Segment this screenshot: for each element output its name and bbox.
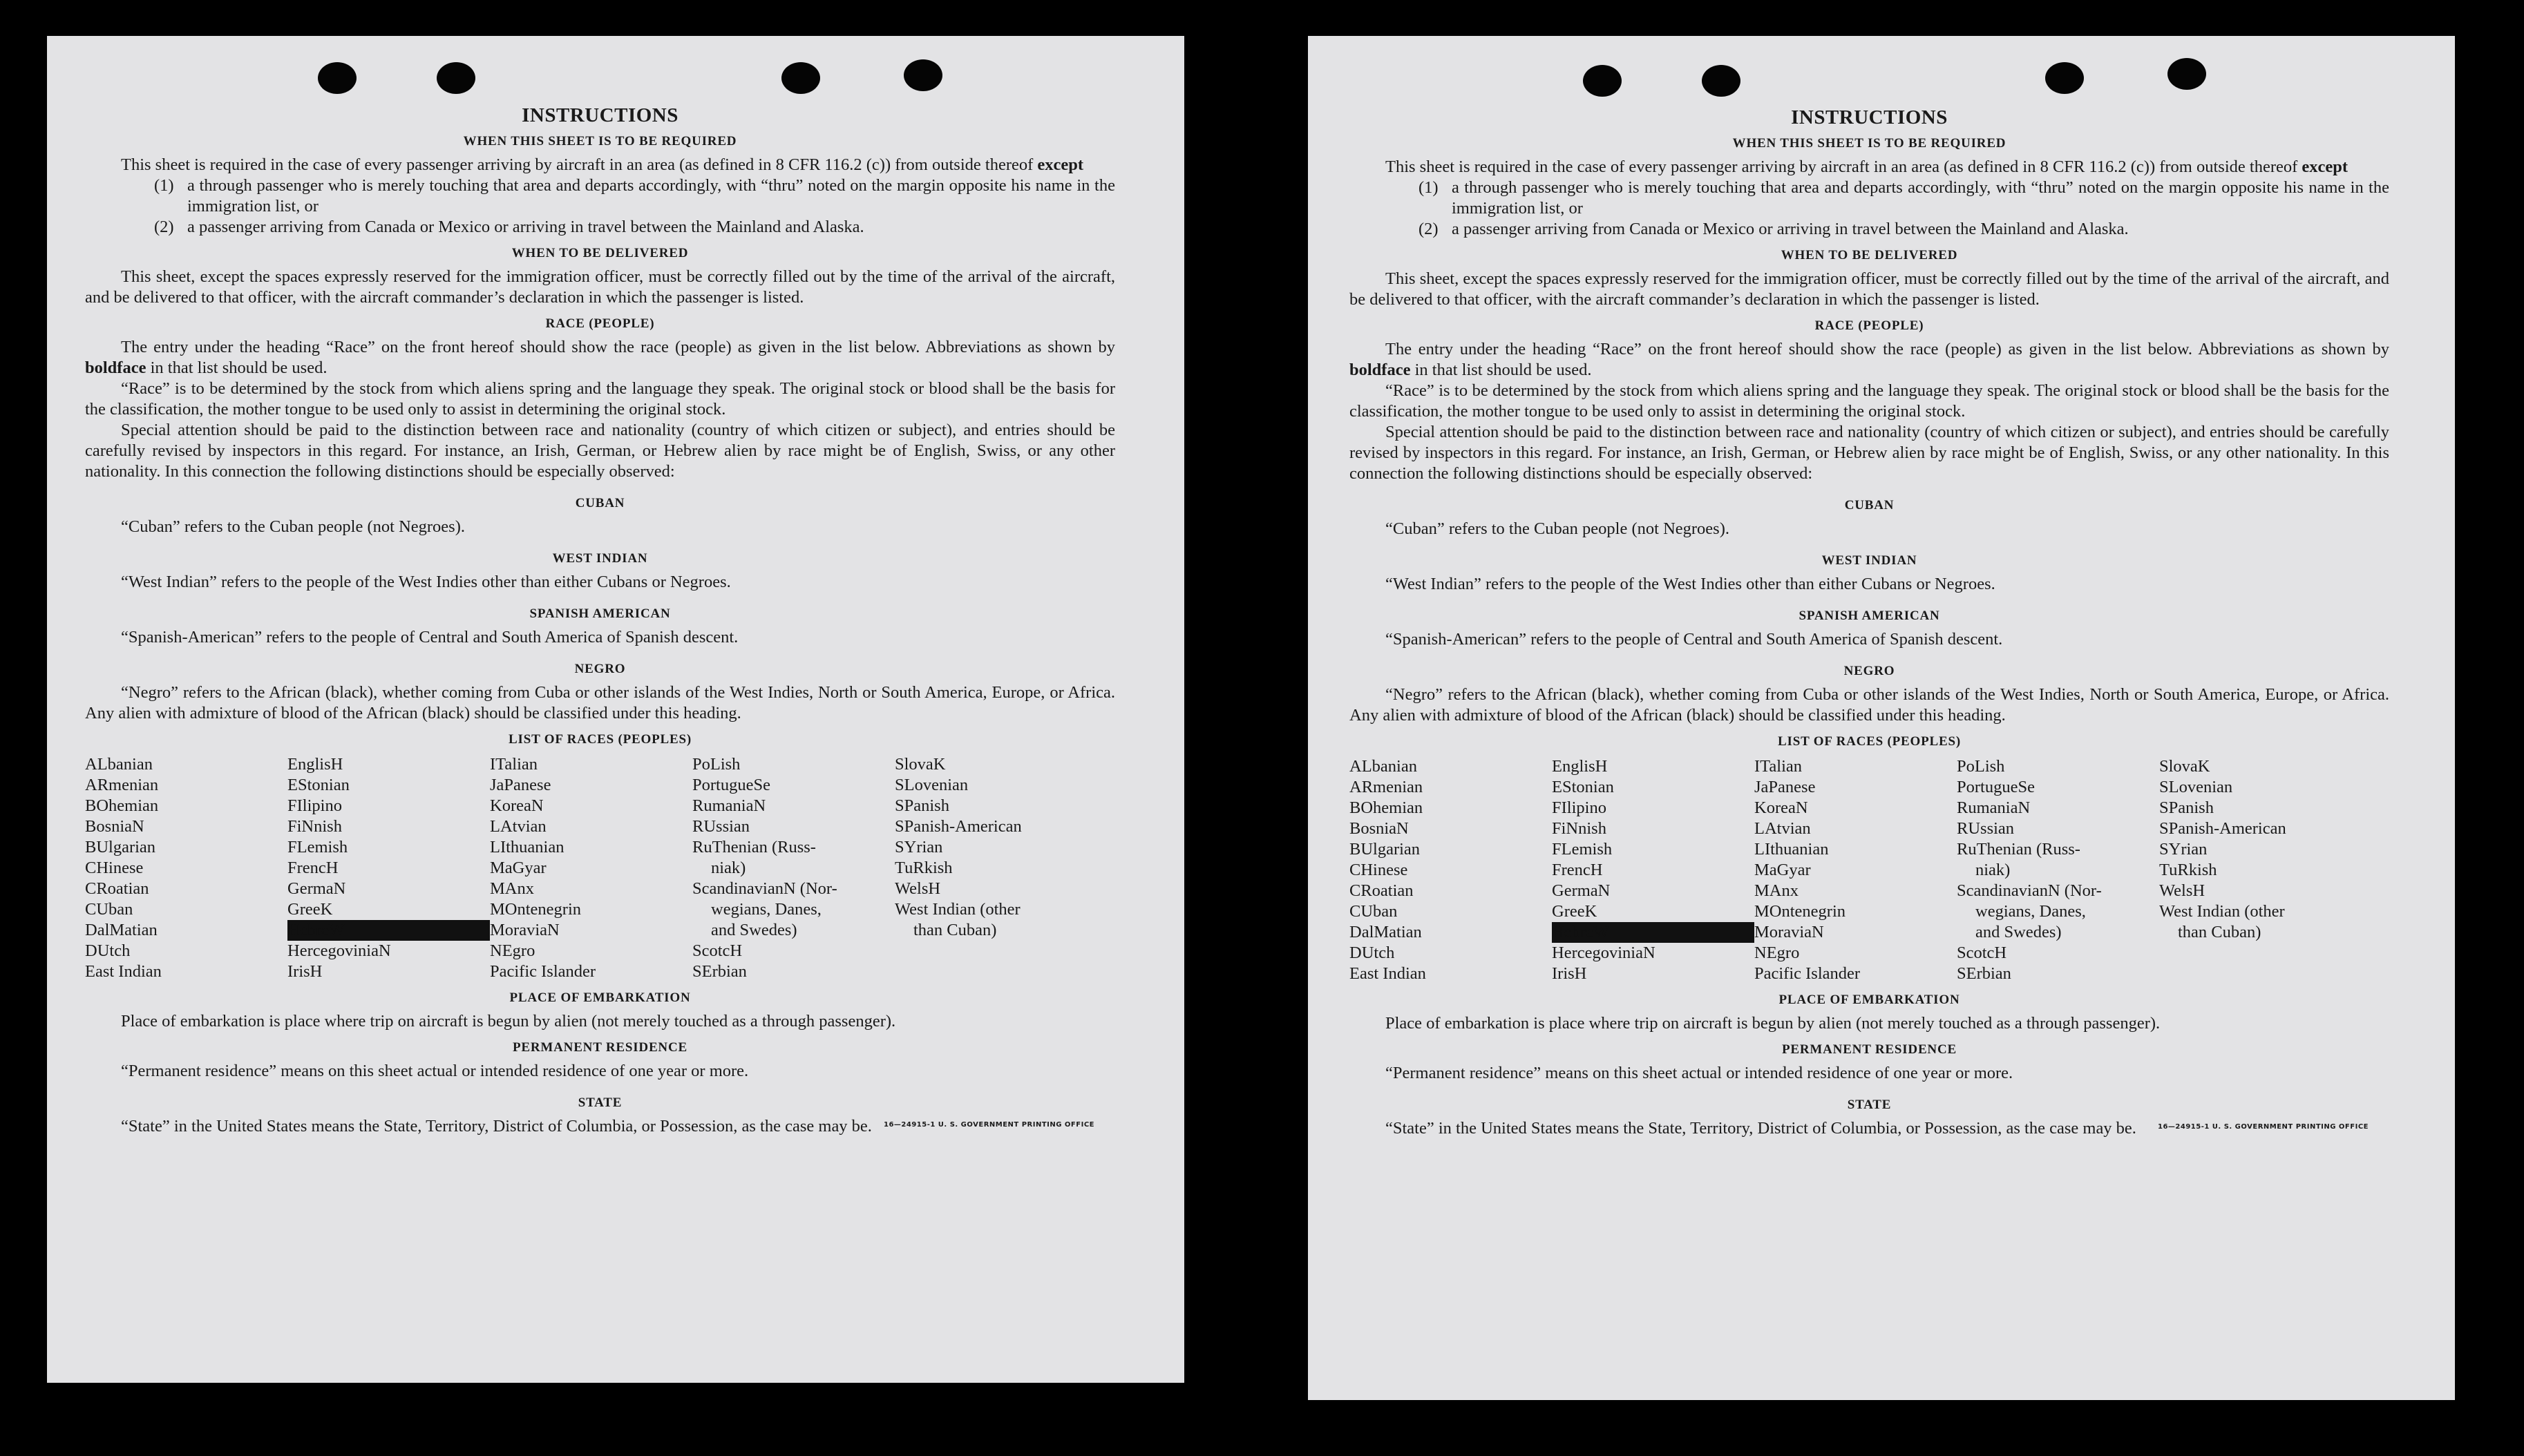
race-entry: SYrian — [895, 838, 943, 856]
race-entry: FIlipino — [287, 796, 342, 815]
printing-office-imprint: 16—24915-1 U. S. GOVERNMENT PRINTING OFFICE — [2158, 1123, 2369, 1131]
section-heading-state: STATE — [1847, 1098, 1892, 1112]
section-heading-residence: PERMANENT RESIDENCE — [513, 1040, 687, 1055]
punch-hole — [437, 62, 475, 94]
section-heading-west-indian: WEST INDIAN — [552, 551, 648, 566]
negro-text: “Negro” refers to the African (black), whether coming from Cuba or other islands of the West Indies, North or South America, Europe, or Africa. Any alien with admixture of blood of the African (black) should be classified under this heading. — [1349, 685, 2389, 725]
race-entry: HebreW — [287, 920, 490, 941]
races-list — [1349, 756, 2389, 984]
race-entry: RumaniaN — [692, 796, 766, 815]
race-entry: GreeK — [287, 900, 333, 919]
race-entry: EnglisH — [1552, 757, 1608, 776]
race-entry: EStonian — [1552, 778, 1614, 796]
section-heading-race: RACE (PEOPLE) — [1814, 318, 1924, 333]
race-paragraph: “Race” is to be determined by the stock from which aliens spring and the language they speak. The original stock or blood shall be the basis for the classification, the mother tongue to be used only to assist in determining the original stock. — [85, 379, 1115, 419]
race-entry: FIlipino — [1552, 798, 1606, 817]
race-entry: BOhemian — [85, 796, 159, 815]
section-heading-list-of-races: LIST OF RACES (PEOPLES) — [1778, 734, 1961, 749]
race-entry: East Indian — [85, 962, 162, 981]
race-entry: RumaniaN — [1957, 798, 2031, 817]
punch-hole — [2045, 62, 2084, 94]
races-column — [1754, 756, 1957, 984]
race-entry: ARmenian — [1349, 778, 1423, 796]
races-column — [895, 754, 1074, 982]
race-entry: JaPanese — [490, 776, 551, 794]
race-entry: MAnx — [1754, 881, 1799, 900]
races-column — [692, 754, 895, 982]
exception-item: (1) a through passenger who is merely touching that area and departs accordingly, with “thru” noted on the margin opposite his name in the immigration list, or — [154, 176, 1115, 215]
race-entry: MoraviaN — [1754, 923, 1824, 941]
race-entry: wegians, Danes, — [711, 900, 822, 919]
race-entry: LIthuanian — [490, 838, 564, 856]
when-delivered-text: This sheet, except the spaces expressly reserved for the immigration officer, must be correctly filled out by the time of the arrival of the aircraft, and be delivered to that officer, with the aircraft commander’s declaration in which the passenger is listed. — [85, 267, 1115, 307]
embarkation-text: Place of embarkation is place where trip on aircraft is begun by alien (not merely touched as a through passenger). — [1385, 1014, 2161, 1033]
state-text: “State” in the United States means the State, Territory, District of Columbia, or Possession, as the case may be. — [121, 1117, 872, 1136]
race-entry: CHinese — [1349, 861, 1408, 879]
race-paragraph: Special attention should be paid to the distinction between race and nationality (country of which citizen or subject), and entries should be carefully revised by inspectors in this regard. For instance, an Irish, German, or Hebrew alien by race might be of English, Swiss, or any other nationality. In this connection the following distinctions should be especially observed: — [1349, 423, 2389, 483]
race-entry: niak) — [711, 859, 746, 877]
race-entry: ScandinavianN (Nor- — [692, 879, 837, 898]
race-entry: SPanish — [895, 796, 949, 815]
race-entry: EnglisH — [287, 755, 343, 774]
race-entry: FrencH — [287, 859, 339, 877]
section-heading-when-required: WHEN THIS SHEET IS TO BE REQUIRED — [1732, 136, 2006, 151]
section-heading-west-indian: WEST INDIAN — [1821, 553, 1917, 568]
spanish-american-text: “Spanish-American” refers to the people of Central and South America of Spanish descent. — [1385, 630, 2003, 649]
race-entry: CRoatian — [1349, 881, 1414, 900]
instructions-content — [1349, 107, 2389, 1139]
residence-text: “Permanent residence” means on this sheet actual or intended residence of one year or more. — [1385, 1064, 2013, 1082]
race-entry: West Indian (other — [895, 900, 1021, 919]
race-entry: CRoatian — [85, 879, 149, 898]
section-heading-embarkation: PLACE OF EMBARKATION — [509, 990, 691, 1005]
race-entry: RuThenian (Russ- — [692, 838, 816, 856]
section-heading-residence: PERMANENT RESIDENCE — [1782, 1042, 1957, 1057]
race-entry: BOhemian — [1349, 798, 1423, 817]
race-entry: HercegoviniaN — [287, 941, 391, 960]
race-entry: LIthuanian — [1754, 840, 1829, 859]
race-entry: SPanish — [2159, 798, 2214, 817]
exception-item: (2) a passenger arriving from Canada or Mexico or arriving in travel between the Mainland and Alaska. — [1418, 220, 2129, 238]
race-entry: DUtch — [85, 941, 131, 960]
section-heading-list-of-races: LIST OF RACES (PEOPLES) — [509, 732, 692, 747]
race-entry: DUtch — [1349, 943, 1395, 962]
residence-text: “Permanent residence” means on this sheet actual or intended residence of one year or more. — [121, 1062, 749, 1080]
race-entry: NEgro — [1754, 943, 1800, 962]
race-entry: ScotcH — [1957, 943, 2007, 962]
races-column — [85, 754, 287, 982]
race-entry: IrisH — [287, 962, 323, 981]
race-entry: SlovaK — [2159, 757, 2210, 776]
race-entry: KoreaN — [490, 796, 544, 815]
race-entry: ScandinavianN (Nor- — [1957, 881, 2102, 900]
race-entry: FLemish — [1552, 840, 1613, 859]
race-entry: ALbanian — [1349, 757, 1417, 776]
races-column — [1349, 756, 1552, 984]
race-entry: BosniaN — [85, 817, 144, 836]
race-entry: RUssian — [1957, 819, 2015, 838]
form-sheet-right — [1308, 36, 2455, 1400]
instructions-content — [85, 105, 1115, 1137]
when-delivered-text: This sheet, except the spaces expressly reserved for the immigration officer, must be correctly filled out by the time of the arrival of the aircraft, and be delivered to that officer, with the aircraft commander’s declaration in which the passenger is listed. — [1349, 269, 2389, 309]
race-entry: ScotcH — [692, 941, 743, 960]
section-heading-negro: NEGRO — [574, 662, 626, 676]
negro-text: “Negro” refers to the African (black), whether coming from Cuba or other islands of the West Indies, North or South America, Europe, or Africa. Any alien with admixture of blood of the African (black) should be classified under this heading. — [85, 683, 1115, 722]
races-column — [1552, 756, 1754, 984]
race-entry: PoLish — [1957, 757, 2005, 776]
race-entry: PortugueSe — [692, 776, 770, 794]
section-heading-embarkation: PLACE OF EMBARKATION — [1778, 993, 1960, 1007]
state-text: “State” in the United States means the State, Territory, District of Columbia, or Possession, as the case may be. — [1385, 1119, 2136, 1138]
section-heading-when-required: WHEN THIS SHEET IS TO BE REQUIRED — [463, 134, 737, 149]
race-entry: MAnx — [490, 879, 534, 898]
race-entry: JaPanese — [1754, 778, 1816, 796]
race-entry: TuRkish — [895, 859, 953, 877]
race-entry: West Indian (other — [2159, 902, 2285, 921]
race-entry: East Indian — [1349, 964, 1426, 983]
race-entry: Pacific Islander — [490, 962, 596, 981]
race-entry: CHinese — [85, 859, 144, 877]
race-entry: LAtvian — [490, 817, 547, 836]
race-entry: HercegoviniaN — [1552, 943, 1655, 962]
race-entry: HebreW — [1552, 922, 1754, 943]
section-heading-when-delivered: WHEN TO BE DELIVERED — [511, 246, 689, 260]
exception-item: (2) a passenger arriving from Canada or Mexico or arriving in travel between the Mainland and Alaska. — [154, 218, 864, 236]
cuban-text: “Cuban” refers to the Cuban people (not Negroes). — [121, 517, 465, 536]
west-indian-text: “West Indian” refers to the people of the West Indies other than either Cubans or Negroes. — [1385, 575, 1995, 593]
race-entry: TuRkish — [2159, 861, 2217, 879]
section-heading-when-delivered: WHEN TO BE DELIVERED — [1781, 248, 1958, 262]
race-entry: RUssian — [692, 817, 750, 836]
races-column — [490, 754, 692, 982]
race-entry: MaGyar — [490, 859, 547, 877]
race-entry: DalMatian — [85, 921, 158, 939]
races-column — [2159, 756, 2339, 984]
race-entry: EStonian — [287, 776, 350, 794]
race-entry: ITalian — [490, 755, 538, 774]
race-entry: MaGyar — [1754, 861, 1811, 879]
race-entry: GreeK — [1552, 902, 1597, 921]
race-entry: CUban — [85, 900, 133, 919]
race-entry: SlovaK — [895, 755, 946, 774]
races-column — [287, 754, 490, 982]
punch-hole — [904, 59, 942, 91]
race-entry: SErbian — [692, 962, 747, 981]
race-entry: BUlgarian — [1349, 840, 1421, 859]
race-entry: MOntenegrin — [490, 900, 581, 919]
race-entry: and Swedes) — [711, 921, 797, 939]
race-entry: wegians, Danes, — [1975, 902, 2086, 921]
section-heading-race: RACE (PEOPLE) — [545, 316, 655, 331]
exception-item: (1) a through passenger who is merely touching that area and departs accordingly, with “thru” noted on the margin opposite his name in the immigration list, or — [1418, 178, 2389, 218]
race-entry: FiNnish — [1552, 819, 1606, 838]
punch-hole — [318, 62, 357, 94]
race-entry: MoraviaN — [490, 921, 560, 939]
state-row — [1349, 1118, 2389, 1139]
race-entry: ITalian — [1754, 757, 1803, 776]
race-entry: niak) — [1975, 861, 2011, 879]
race-entry: WelsH — [895, 879, 941, 898]
races-list — [85, 754, 1115, 982]
page-title: INSTRUCTIONS — [522, 104, 679, 126]
punch-hole — [2167, 58, 2206, 90]
race-entry: SYrian — [2159, 840, 2208, 859]
race-entry: and Swedes) — [1975, 923, 2062, 941]
race-entry: Pacific Islander — [1754, 964, 1861, 983]
section-heading-spanish-american: SPANISH AMERICAN — [1799, 609, 1940, 623]
race-entry: FrencH — [1552, 861, 1603, 879]
west-indian-text: “West Indian” refers to the people of the West Indies other than either Cubans or Negroes. — [121, 573, 731, 591]
punch-hole — [781, 62, 820, 94]
spanish-american-text: “Spanish-American” refers to the people of Central and South America of Spanish descent. — [121, 628, 739, 646]
embarkation-text: Place of embarkation is place where trip on aircraft is begun by alien (not merely touched as a through passenger). — [121, 1012, 896, 1031]
race-entry: GermaN — [287, 879, 346, 898]
race-entry: CUban — [1349, 902, 1398, 921]
race-entry: ALbanian — [85, 755, 153, 774]
race-paragraph: The entry under the heading “Race” on the front hereof should show the race (people) as given in the list below. Abbreviations as shown by boldface in that list should be used. — [85, 338, 1115, 377]
race-entry: RuThenian (Russ- — [1957, 840, 2080, 859]
races-column — [1957, 756, 2159, 984]
page-title: INSTRUCTIONS — [1791, 106, 1948, 128]
punch-hole — [1702, 65, 1740, 97]
punch-hole — [1583, 65, 1622, 97]
race-paragraph: The entry under the heading “Race” on the front hereof should show the race (people) as given in the list below. Abbreviations as shown by boldface in that list should be used. — [1349, 340, 2389, 379]
race-entry: SErbian — [1957, 964, 2011, 983]
section-heading-cuban: CUBAN — [575, 496, 625, 510]
race-entry: DalMatian — [1349, 923, 1422, 941]
when-required-intro: This sheet is required in the case of every passenger arriving by aircraft in an area (as defined in 8 CFR 116.2 (c)) from outside thereof except — [121, 155, 1084, 174]
race-entry: MOntenegrin — [1754, 902, 1845, 921]
race-entry: PortugueSe — [1957, 778, 2035, 796]
race-entry: LAtvian — [1754, 819, 1811, 838]
race-entry: SPanish-American — [2159, 819, 2286, 838]
race-entry: SPanish-American — [895, 817, 1022, 836]
section-heading-state: STATE — [578, 1095, 623, 1110]
race-entry: BosniaN — [1349, 819, 1409, 838]
when-required-intro: This sheet is required in the case of every passenger arriving by aircraft in an area (as defined in 8 CFR 116.2 (c)) from outside thereof except — [1385, 157, 2349, 176]
race-entry: SLovenian — [895, 776, 969, 794]
section-heading-cuban: CUBAN — [1844, 498, 1895, 513]
race-entry: FiNnish — [287, 817, 342, 836]
cuban-text: “Cuban” refers to the Cuban people (not Negroes). — [1385, 519, 1729, 538]
printing-office-imprint: 16—24915-1 U. S. GOVERNMENT PRINTING OFFICE — [884, 1121, 1094, 1129]
state-row — [85, 1116, 1115, 1137]
race-entry: GermaN — [1552, 881, 1611, 900]
race-entry: ARmenian — [85, 776, 159, 794]
form-sheet-left — [47, 36, 1184, 1383]
race-entry: than Cuban) — [913, 921, 997, 939]
race-entry: WelsH — [2159, 881, 2205, 900]
section-heading-spanish-american: SPANISH AMERICAN — [529, 606, 671, 621]
race-paragraph: Special attention should be paid to the distinction between race and nationality (country of which citizen or subject), and entries should be carefully revised by inspectors in this regard. For instance, an Irish, German, or Hebrew alien by race might be of English, Swiss, or any other nationality. In this connection the following distinctions should be especially observed: — [85, 421, 1115, 481]
race-entry: SLovenian — [2159, 778, 2233, 796]
race-paragraph: “Race” is to be determined by the stock from which aliens spring and the language they speak. The original stock or blood shall be the basis for the classification, the mother tongue to be used only to assist in determining the original stock. — [1349, 381, 2389, 421]
race-entry: than Cuban) — [2178, 923, 2261, 941]
race-entry: FLemish — [287, 838, 348, 856]
section-heading-negro: NEGRO — [1843, 664, 1895, 678]
race-entry: KoreaN — [1754, 798, 1808, 817]
race-entry: PoLish — [692, 755, 741, 774]
race-entry: BUlgarian — [85, 838, 156, 856]
race-entry: IrisH — [1552, 964, 1587, 983]
race-entry: NEgro — [490, 941, 535, 960]
